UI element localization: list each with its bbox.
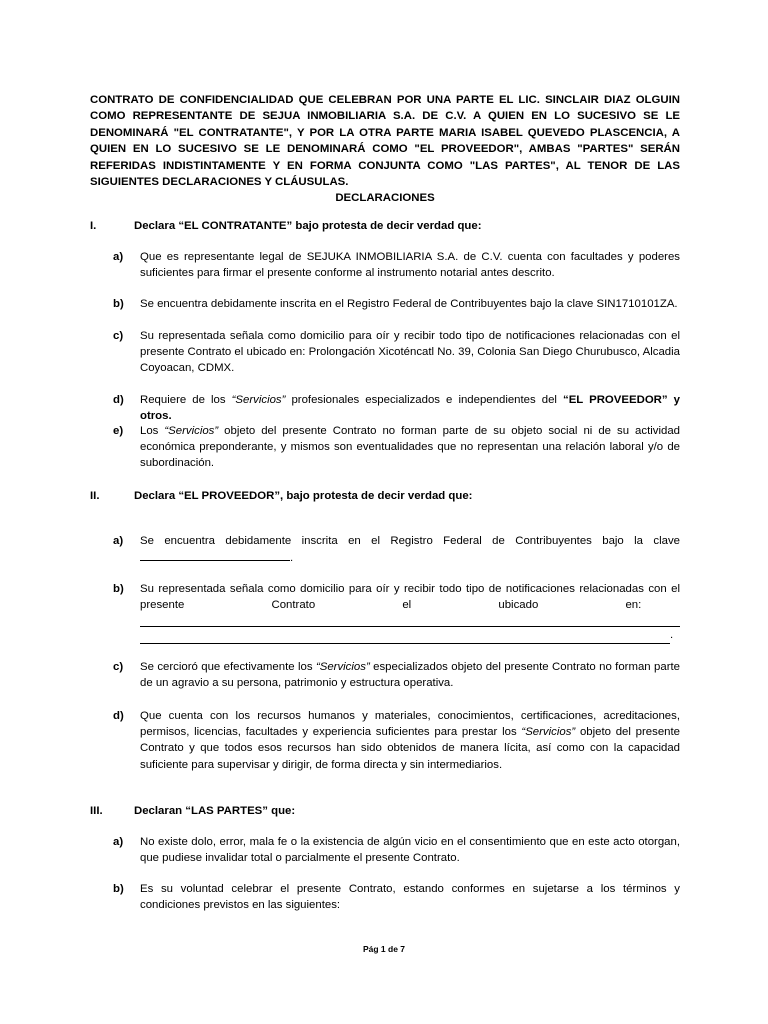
rfc-blank-line <box>140 549 680 566</box>
clause-text <box>140 423 680 472</box>
clause-text: Su representada señala como domicilio para oír y recibir todo tipo de notificaciones relacionadas con el presente Contrato el ubicado en: Prolongación Xicoténcatl No. 39, Colonia San Diego Churubusco, Alcadia Coyoacan, CDMX. <box>140 330 680 375</box>
clause-text: Que es representante legal de SEJUKA INMOBILIARIA S.A. de C.V. cuenta con facultades y poderes suficientes para firmar el presente conforme al instrumento notarial antes descrito. <box>140 251 680 280</box>
text-run: Se cercioró que efectivamente los <box>140 661 316 673</box>
servicios-term: “Servicios” <box>164 425 219 437</box>
page-number: Pág 1 de 7 <box>362 944 406 954</box>
clause-text: Es su voluntad celebrar el presente Contrato, estando conformes en sujetarse a los términos y condiciones previstos en las siguientes: <box>140 883 680 912</box>
clause-2c <box>113 659 680 691</box>
text-run: profesionales especializados e independientes del <box>285 394 564 406</box>
clause-1b <box>113 296 680 312</box>
blank-field <box>140 613 680 627</box>
clause-label: c) <box>113 661 124 673</box>
text-run: especializados objeto del presente Contrato no forman parte de un agravio a su persona, patrimonio y estructura operativa. <box>140 661 680 690</box>
clause-text <box>140 659 680 691</box>
clause-text <box>140 708 680 773</box>
blank-line-row <box>140 627 680 643</box>
clause-label: a) <box>113 836 124 848</box>
clause-label: b) <box>113 298 124 310</box>
clause-text: Su representada señala como domicilio para oír y recibir todo tipo de notificaciones relacionadas con el <box>140 583 680 595</box>
text-run: Requiere de los <box>140 394 232 406</box>
servicios-term: “Servicios” <box>315 661 370 673</box>
clause-text: No existe dolo, error, mala fe o la existencia de algún vicio en el consentimiento que en este acto otorgan, que pudiese invalidar total o parcialmente el presente Contrato. <box>140 836 680 865</box>
clause-text-spread: presente Contrato el ubicado en: <box>140 599 642 612</box>
text-run: . <box>290 552 294 565</box>
clause-2a <box>113 533 680 566</box>
blank-field <box>140 630 670 644</box>
text-run: objeto del presente Contrato y que todos esos recursos han sido obtenidos de manera lícita, así como con la capacidad suficiente para supervisar y dirigir, de forma directa y sin intermediarios. <box>140 726 680 771</box>
blank-field <box>140 549 290 561</box>
clause-3b <box>113 881 680 913</box>
clause-1e <box>113 423 680 472</box>
proveedor-term: “EL PROVEEDOR” y otros. <box>140 394 680 423</box>
clause-text: Se encuentra debidamente inscrita en el Registro Federal de Contribuyentes bajo la clave <box>140 535 680 547</box>
clause-label: b) <box>113 883 124 895</box>
servicios-term: “Servicios” <box>521 726 576 739</box>
declaraciones-title: DECLARACIONES <box>335 192 435 205</box>
clause-label: a) <box>113 535 124 547</box>
section-title: Declaran “LAS PARTES” que: <box>134 805 296 817</box>
text-run: . <box>670 629 674 642</box>
section-number: II. <box>90 490 100 502</box>
text-run: objeto del presente Contrato no forman parte de su objeto social ni de su actividad económica preponderante, y mismos son eventualidades que no representan una relación laboral y/o de subordinación. <box>140 425 680 470</box>
clause-2b <box>113 581 680 644</box>
contract-header <box>90 92 680 207</box>
section-title: Declara “EL CONTRATANTE” bajo protesta de decir verdad que: <box>134 220 482 232</box>
text-run: Que cuenta con los recursos humanos y materiales, conocimientos, certificaciones, acreditaciones, permisos, licencias, facultades y experiencia suficientes para prestar los <box>140 710 680 739</box>
address-blank-lines <box>140 613 680 643</box>
clause-label: d) <box>113 394 124 406</box>
clause-text <box>140 392 680 424</box>
clause-1a <box>113 249 680 281</box>
clause-label: c) <box>113 330 124 342</box>
clause-1c <box>113 328 680 377</box>
clause-label: d) <box>113 710 124 722</box>
clause-label: b) <box>113 583 124 595</box>
section-number: III. <box>90 805 103 817</box>
text-run: Los <box>140 425 165 437</box>
section-number: I. <box>90 220 97 232</box>
clause-text: Se encuentra debidamente inscrita en el Registro Federal de Contribuyentes bajo la clave SIN1710101ZA. <box>140 298 678 310</box>
contract-intro-paragraph: CONTRATO DE CONFIDENCIALIDAD QUE CELEBRAN POR UNA PARTE EL LIC. SINCLAIR DIAZ OLGUIN COMO REPRESENTANTE DE SEJUA INMOBILIARIA S.A. DE C.V. A QUIEN EN LO SUCESIVO SE LE DENOMINARÁ "EL CONTRATANTE", Y POR LA OTRA PARTE MARIA ISABEL QUEVEDO PLASCENCIA, A QUIEN EN LO SUCESIVO SE LE DENOMINARÁ COMO "EL PROVEEDOR", AMBAS "PARTES" SERÁN REFERIDAS INDISTINTAMENTE Y EN FORMA CONJUNTA COMO "LAS PARTES", AL TENOR DE LAS SIGUIENTES DECLARACIONES Y CLÁUSULAS. <box>90 94 680 189</box>
section-title: Declara “EL PROVEEDOR”, bajo protesta de decir verdad que: <box>134 490 473 502</box>
clause-1d <box>113 392 680 424</box>
clause-label: e) <box>113 425 124 437</box>
clause-2d <box>113 708 680 773</box>
clause-3a <box>113 834 680 866</box>
clause-label: a) <box>113 251 124 263</box>
servicios-term: “Servicios” <box>231 394 286 406</box>
